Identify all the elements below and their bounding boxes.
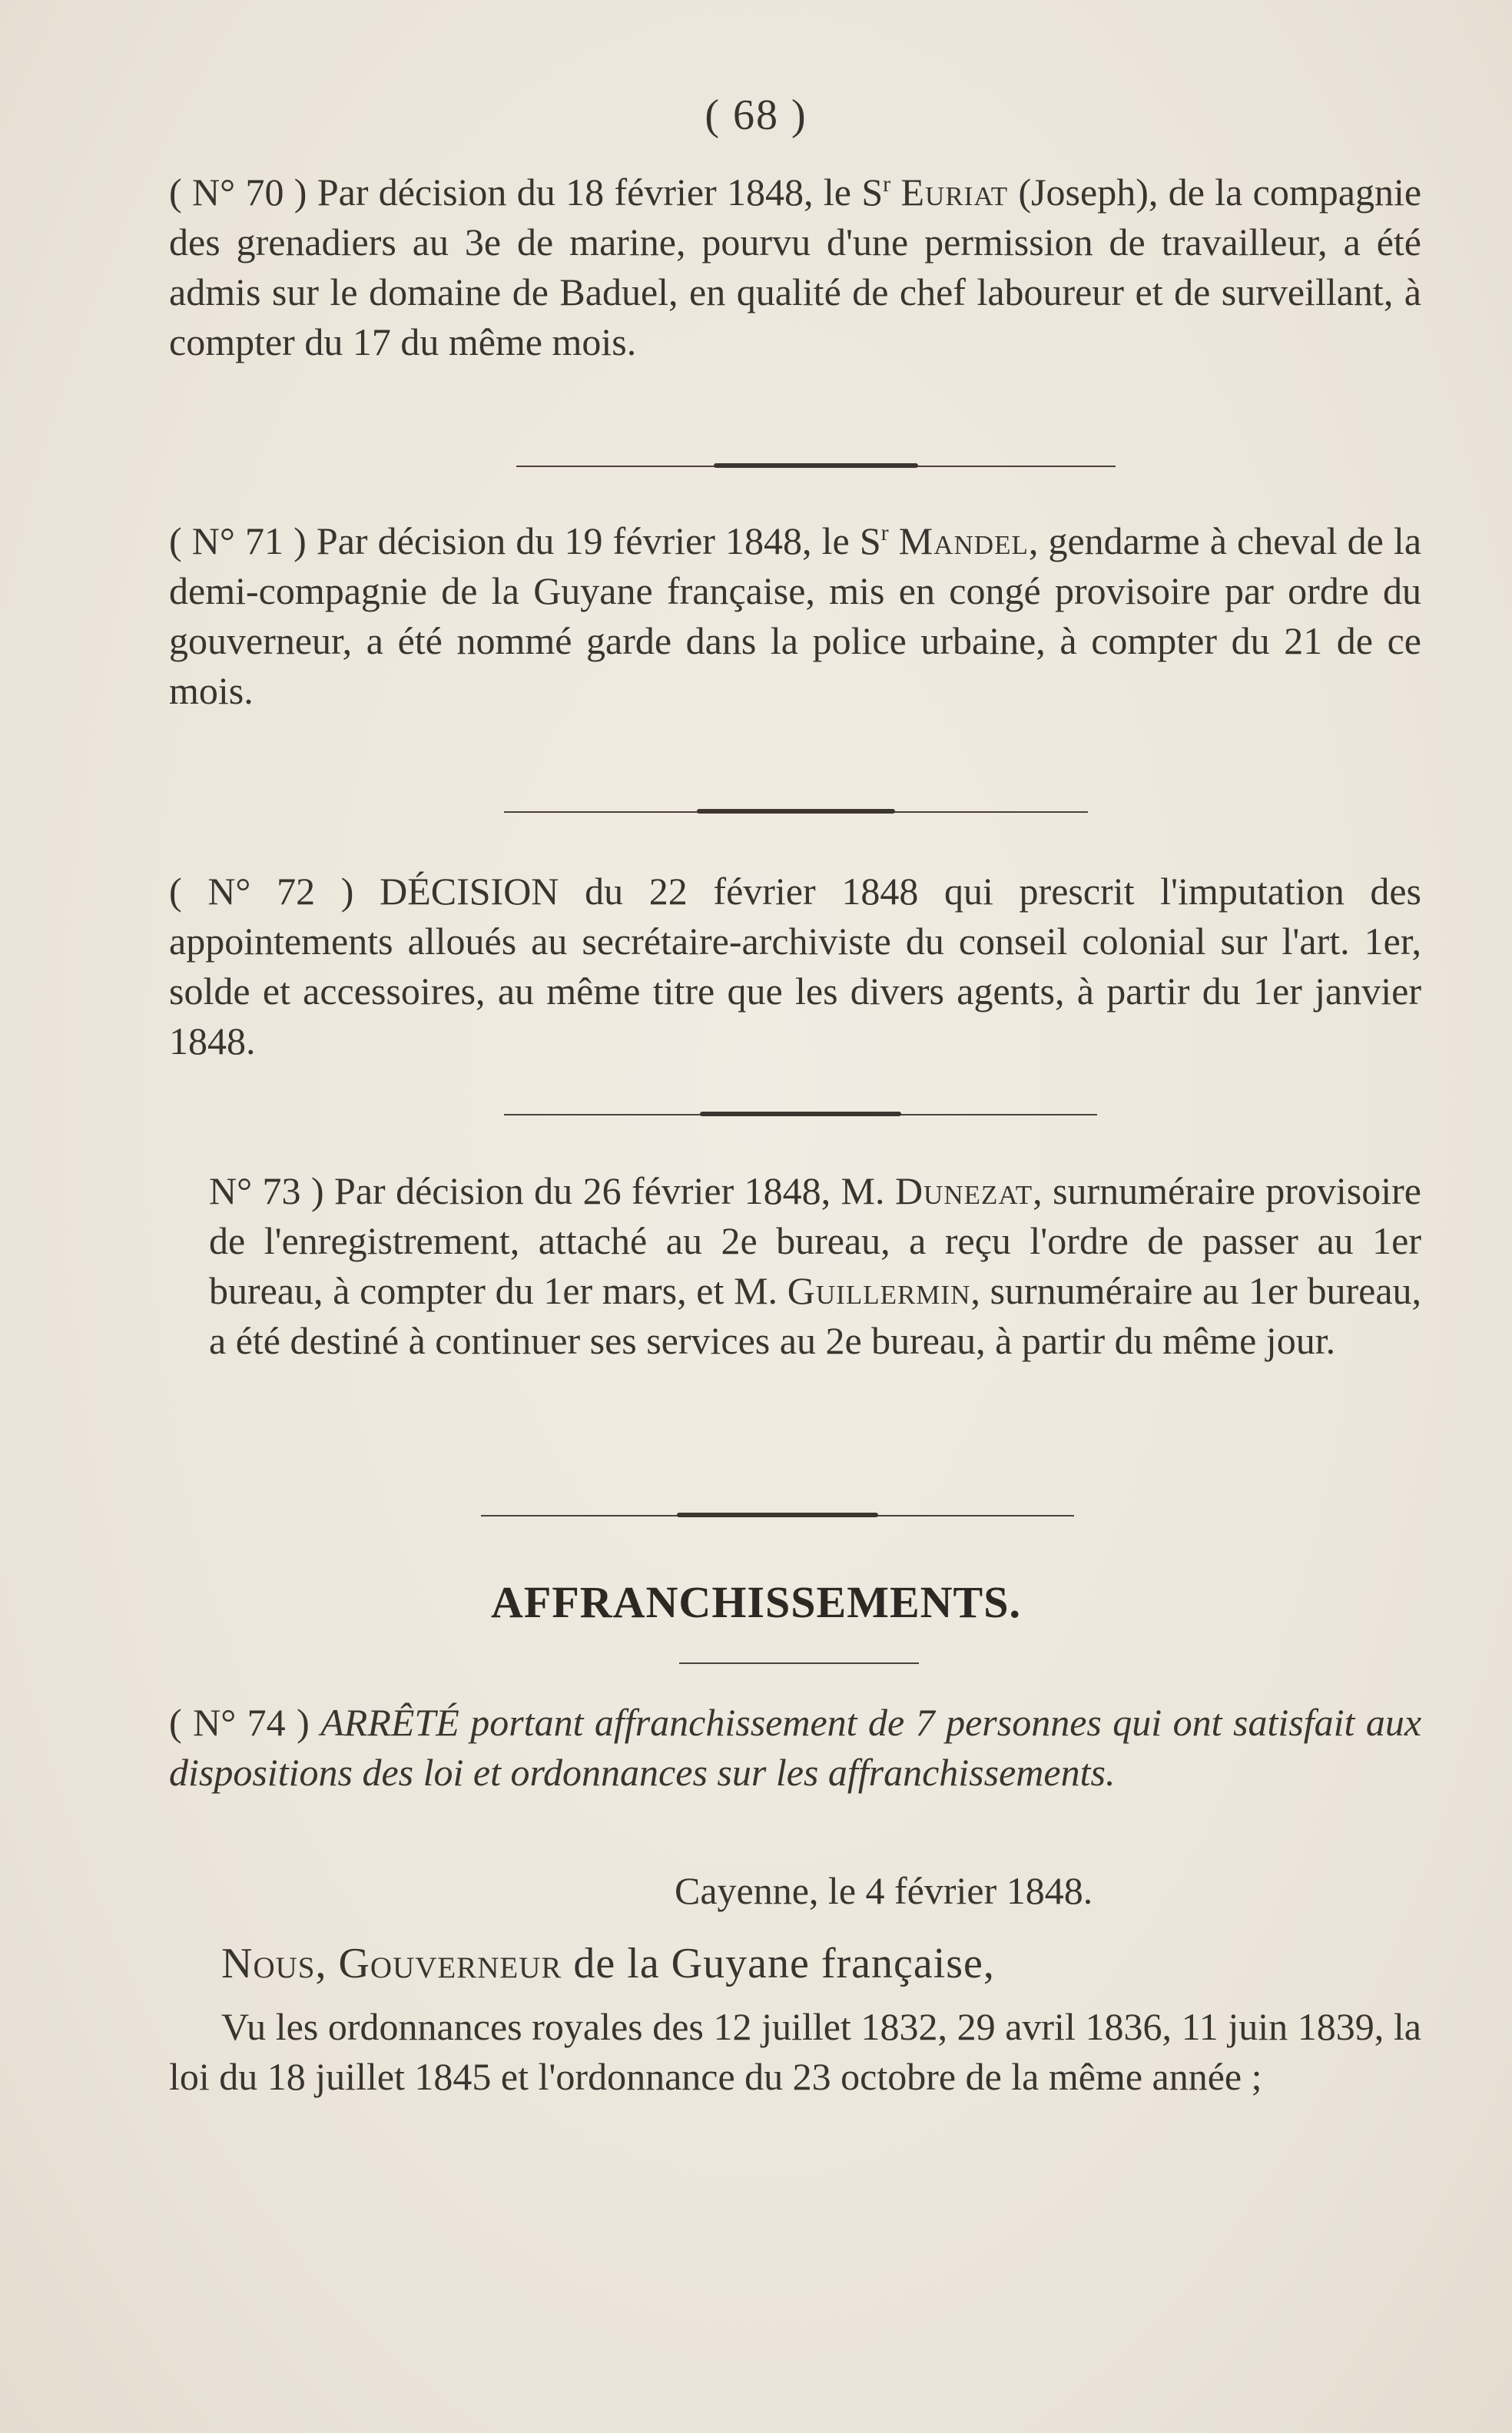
entry-73 [209,1166,1421,1366]
entry-text-start: Par décision du 26 février 1848, M. [334,1169,885,1212]
entry-sup: r [883,171,891,197]
separator-rule [504,1114,1097,1115]
entry-text-rest: , surnuméraire au 1er bureau, a été destiné à continuer ses services au 2e bureau, à partir du même jour. [209,1269,1422,1362]
separator-rule [516,466,1116,467]
nous-prefix: Nous, [221,1940,327,1987]
entry-71 [169,516,1421,716]
entry-sup: r [880,520,889,545]
entry-text-mid: , surnuméraire provisoire de l'enregistrement, attaché au 2e bureau, a reçu l'ordre de passer au 1er bureau, à compter du 1er mars, et M. [209,1169,1422,1312]
separator-rule [504,811,1088,813]
entry-text-start: Par décision du 18 février 1848, le S [317,171,884,214]
governor-title: Gouverneur [338,1940,562,1987]
entry-text: DÉCISION du 22 février 1848 qui prescrit l'imputation des appointements alloués au secrétaire-archiviste du conseil colonial sur l'art. 1er, solde et accessoires, au même titre que les divers agents, à partir du 1er janvier 1848. [169,870,1422,1062]
person-name: Dunezat [894,1169,1033,1212]
person-name: Euriat [900,171,1009,214]
entry-text-start: Par décision du 19 février 1848, le S [316,519,881,562]
section-heading: AFFRANCHISSEMENTS. [491,1577,1021,1627]
vu-clause: Vu les ordonnances royales des 12 juillet 1832, 29 avril 1836, 11 juin 1839, la loi du 18 juillet 1845 et l'ordonnance du 23 octobre de la même année ; [169,2005,1421,2098]
entry-title: ARRÊTÉ portant affranchissement de 7 personnes qui ont satisfait aux dispositions des loi et ordonnances sur les affranchissements. [169,1701,1422,1794]
entry-74 [169,1698,1421,1798]
entry-70 [169,167,1421,367]
heading-underline [679,1662,919,1664]
entry-number: ( N° 74 ) [169,1701,310,1744]
entry-number: ( N° 72 ) [169,870,354,913]
entry-text-rest: , gendarme à cheval de la demi-compagnie de la Guyane française, mis en congé provisoire par ordre du gouverneur, a été nommé garde dans la police urbaine, à compter du 21 de ce mois. [169,519,1422,712]
separator-rule [481,1515,1074,1516]
decree-preamble [221,1939,995,1988]
entry-number: N° 73 ) [209,1169,324,1212]
governor-rest: de la Guyane française, [573,1940,995,1987]
entry-72 [169,867,1421,1066]
entry-number: ( N° 70 ) [169,171,307,214]
person-name: Mandel [898,519,1029,562]
page-number: ( 68 ) [705,91,807,139]
entry-text-rest: (Joseph), de la compagnie des grenadiers au 3e de marine, pourvu d'une permission de travailleur, a été admis sur le domaine de Baduel, en qualité de chef laboureur et de surveillant, à compter du 17 du même mois. [169,171,1422,363]
entry-number: ( N° 71 ) [169,519,307,562]
person-name-2: Guillermin [787,1269,971,1312]
place-date: Cayenne, le 4 février 1848. [675,1869,1093,1912]
